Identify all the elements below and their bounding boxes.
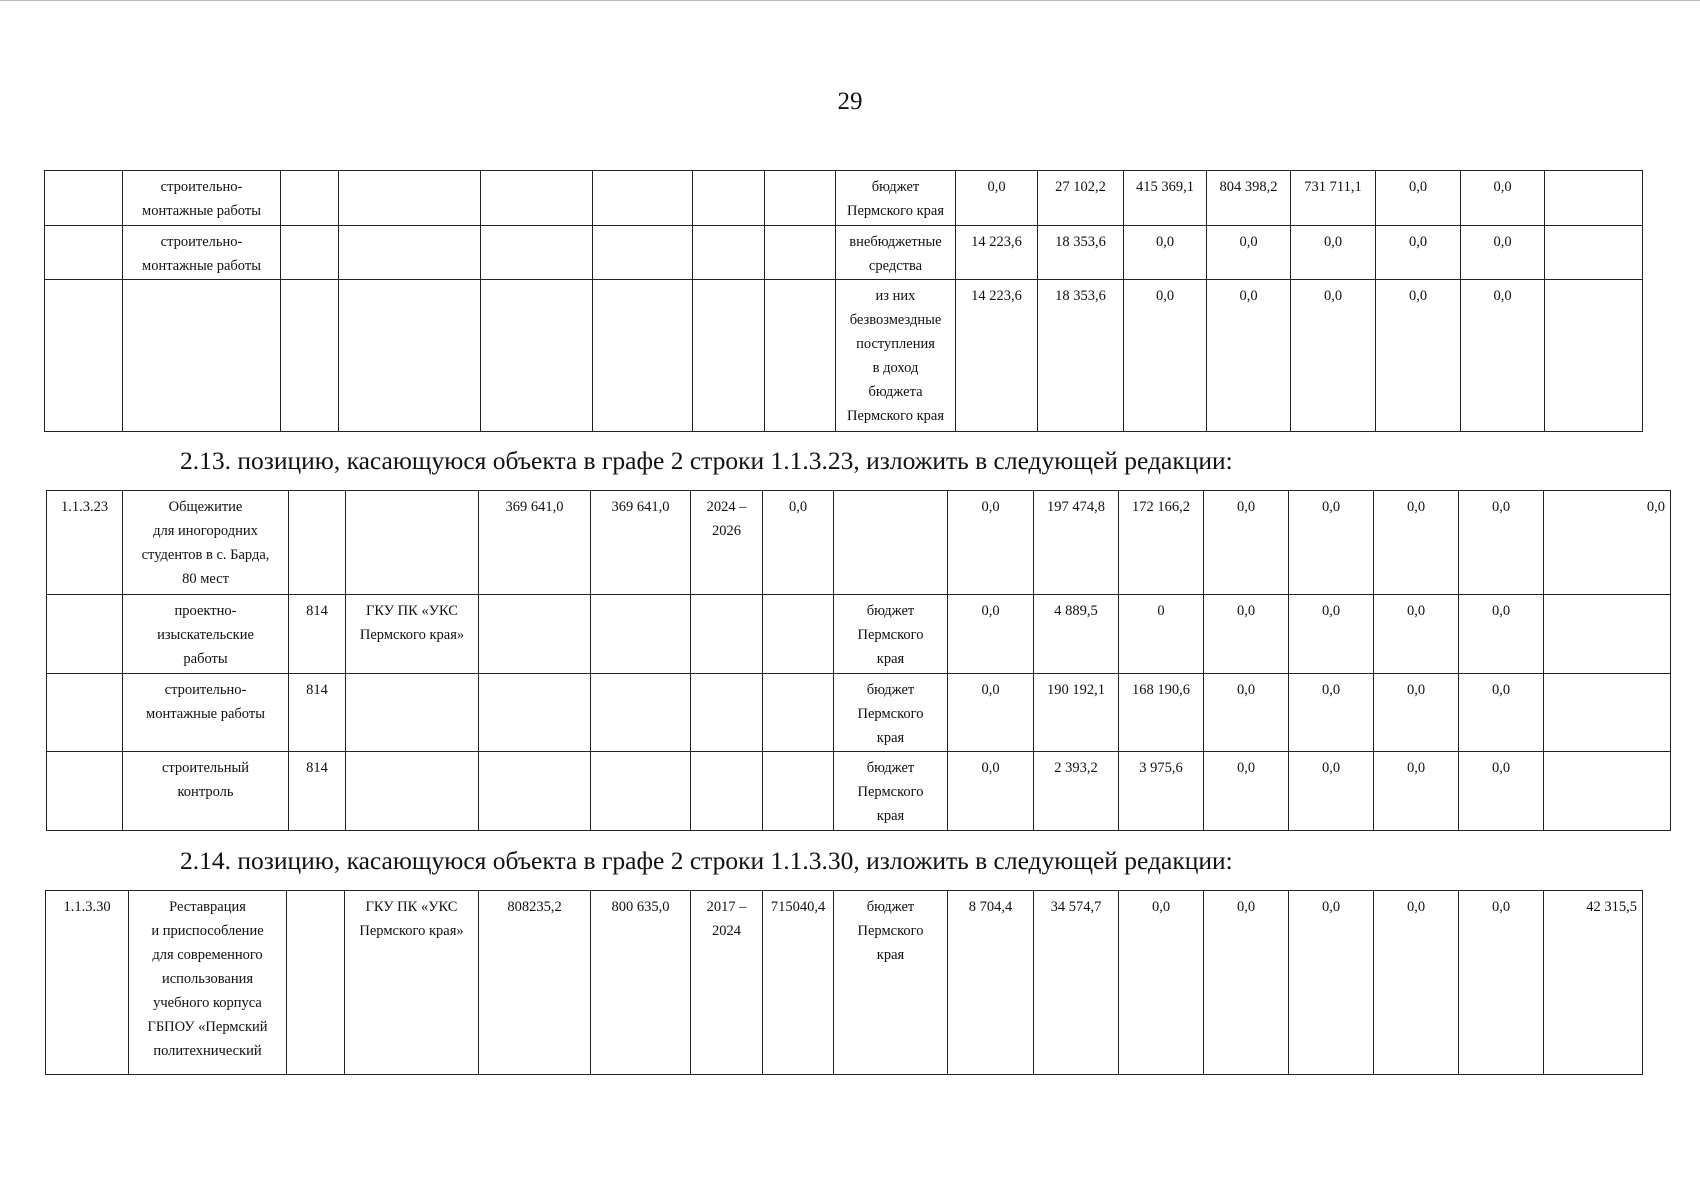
table-row: проектно- изыскательские работы 814 ГКУ ПК «УКС Пермского края» бюджет Пермского края 0,0 4 889,5 0 0,0 0,0 0,0 0,0 [47,595,1671,674]
chapter-code: 814 [289,595,346,674]
section-heading-2-13: 2.13. позицию, касающуюся объекта в графе 2 строки 1.1.3.23, изложить в следующей редакции: [180,446,1233,475]
page-edge [0,0,1700,1]
work-type: строительно- монтажные работы [123,674,289,752]
page-number: 29 [837,88,863,115]
table-row: строительный контроль 814 бюджет Пермского края 0,0 2 393,2 3 975,6 0,0 0,0 0,0 0,0 [47,752,1671,831]
work-type [123,280,281,432]
work-type: строительный контроль [123,752,289,831]
chapter-code: 814 [289,674,346,752]
funding-source: внебюджетные средства [836,226,956,280]
work-type: строительно- монтажные работы [123,226,281,280]
funding-source: бюджет Пермского края [834,891,948,1075]
continuation-table [44,170,1643,432]
table-row: 1.1.3.30 Реставрация и приспособление для современного использования учебного корпуса ГБПОУ «Пермский политехнический ГКУ ПК «УКС Пермского края» 808235,2 800 635,0 2017 – 2024 715040,4 бюджет Пермского края 8 704,4 34 574,7 0,0 0,0 0,0 0,0 0,0 42 315,5 [46,891,1643,1075]
table-row: 1.1.3.23 Общежитие для иногородних студентов в с. Барда, 80 мест 369 641,0 369 641,0 2024 – 2026 0,0 0,0 197 474,8 172 166,2 0,0 0,0 0,0 0,0 0,0 [47,491,1671,595]
period: 2024 – 2026 [691,491,763,595]
object-name: Общежитие для иногородних студентов в с. Барда, 80 мест [123,491,289,595]
section-heading-2-14: 2.14. позицию, касающуюся объекта в графе 2 строки 1.1.3.30, изложить в следующей редакции: [180,846,1233,875]
funding-source: бюджет Пермского края [836,171,956,226]
period: 2017 – 2024 [691,891,763,1075]
funding-source: бюджет Пермского края [834,674,948,752]
work-type: строительно- монтажные работы [123,171,281,226]
table-row: строительно- монтажные работы 814 бюджет Пермского края 0,0 190 192,1 168 190,6 0,0 0,0 0,0 0,0 [47,674,1671,752]
funding-source: бюджет Пермского края [834,752,948,831]
funding-source: из них безвозмездные поступления в доход бюджета Пермского края [836,280,956,432]
customer: ГКУ ПК «УКС Пермского края» [345,891,479,1075]
table-row: из них безвозмездные поступления в доход бюджета Пермского края 14 223,6 18 353,6 0,0 0,0 0,0 0,0 0,0 [45,280,1643,432]
table-row: строительно- монтажные работы внебюджетные средства 14 223,6 18 353,6 0,0 0,0 0,0 0,0 0,0 [45,226,1643,280]
row-number: 1.1.3.23 [47,491,123,595]
chapter-code: 814 [289,752,346,831]
object-table-1-1-3-30 [45,890,1643,1075]
object-table-1-1-3-23 [46,490,1671,831]
work-type: проектно- изыскательские работы [123,595,289,674]
customer: ГКУ ПК «УКС Пермского края» [346,595,479,674]
object-name: Реставрация и приспособление для современного использования учебного корпуса ГБПОУ «Пермский политехнический [129,891,287,1075]
table-row: строительно- монтажные работы бюджет Пермского края 0,0 27 102,2 415 369,1 804 398,2 731 711,1 0,0 0,0 [45,171,1643,226]
row-number: 1.1.3.30 [46,891,129,1075]
funding-source: бюджет Пермского края [834,595,948,674]
